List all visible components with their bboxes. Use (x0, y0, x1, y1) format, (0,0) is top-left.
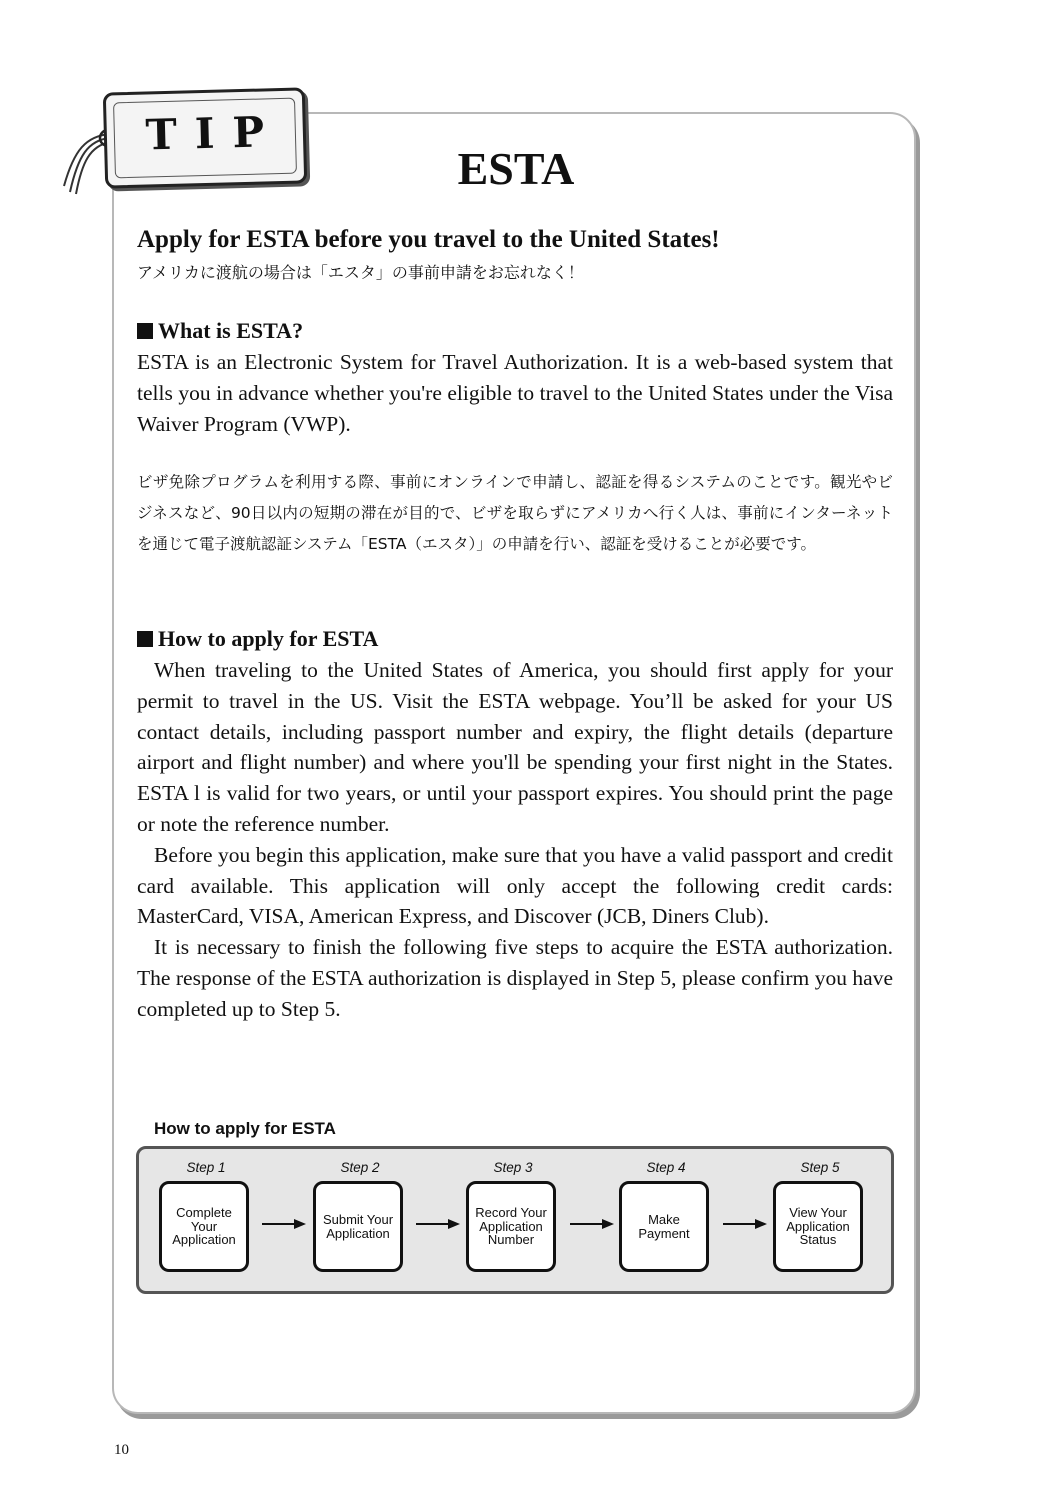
page-title: ESTA (457, 143, 575, 194)
diagram-title: How to apply for ESTA (154, 1119, 336, 1138)
section-heading-what-is-esta (137, 318, 893, 344)
arrow-right-icon (416, 1216, 460, 1232)
what-is-esta-body-japanese: ビザ免除プログラムを利用する際、事前にオンラインで申請し、認証を得るシステムのことです。観光やビジネスなど、90日以内の短期の滞在が目的で、ビザを取らずにアメリカへ行く人は、事前にインターネットを通じて電子渡航認証システム「ESTA（エスタ）」の申請を行い、認証を受けることが必要です。 (137, 473, 893, 553)
section-heading-text: What is ESTA? (158, 318, 304, 343)
step-label: Step 4 (646, 1160, 686, 1175)
headline: Apply for ESTA before you travel to the United States! (137, 226, 720, 253)
paragraph: Before you begin this application, make sure that you have a valid passport and credit card available. This application will only accept the following credit cards: MasterCard, VISA, American Express, and Discover (JCB, Diners Club). (137, 842, 893, 929)
what-is-esta-body: ESTA is an Electronic System for Travel Authorization. It is a web-based system that tells you in advance whether you're eligible to travel to the United States under the Visa Waiver Program (VWP). (137, 350, 893, 436)
page-number: 10 (114, 1442, 129, 1458)
step-label: Step 1 (186, 1160, 226, 1175)
headline-japanese: アメリカに渡航の場合は「エスタ」の事前申請をお忘れなく！ (137, 263, 584, 282)
step-box: View Your Application Status (773, 1181, 863, 1272)
step-label: Step 5 (800, 1160, 840, 1175)
step-box: Submit Your Application (313, 1181, 403, 1272)
step-box: Complete Your Application (159, 1181, 249, 1272)
arrow-right-icon (570, 1216, 614, 1232)
arrow-right-icon (262, 1216, 306, 1232)
step-box: Record Your Application Number (466, 1181, 556, 1272)
how-to-apply-body (137, 655, 893, 1025)
step-box: Make Payment (619, 1181, 709, 1272)
step-label: Step 3 (493, 1160, 533, 1175)
arrow-right-icon (723, 1216, 767, 1232)
tip-tag-label: TIP (145, 106, 283, 160)
section-heading-text: How to apply for ESTA (158, 626, 379, 651)
section-heading-how-to-apply (137, 626, 893, 652)
step-label: Step 2 (340, 1160, 380, 1175)
tip-tag (103, 87, 307, 188)
square-bullet-icon (137, 631, 153, 647)
paragraph: When traveling to the United States of America, you should first apply for your permit to travel in the US. Visit the ESTA webpage. You’ll be asked for your US contact details, including passport number and expiry, the flight details (departure airport and flight number) and where you'll be spending your first night in the States. ESTA l is valid for two years, or until your passport expires. You should print the page or note the reference number. (137, 658, 893, 836)
paragraph: It is necessary to finish the following five steps to acquire the ESTA authorization. The response of the ESTA authorization is displayed in Step 5, please confirm you have completed up to Step 5. (137, 935, 893, 1021)
square-bullet-icon (137, 323, 153, 339)
